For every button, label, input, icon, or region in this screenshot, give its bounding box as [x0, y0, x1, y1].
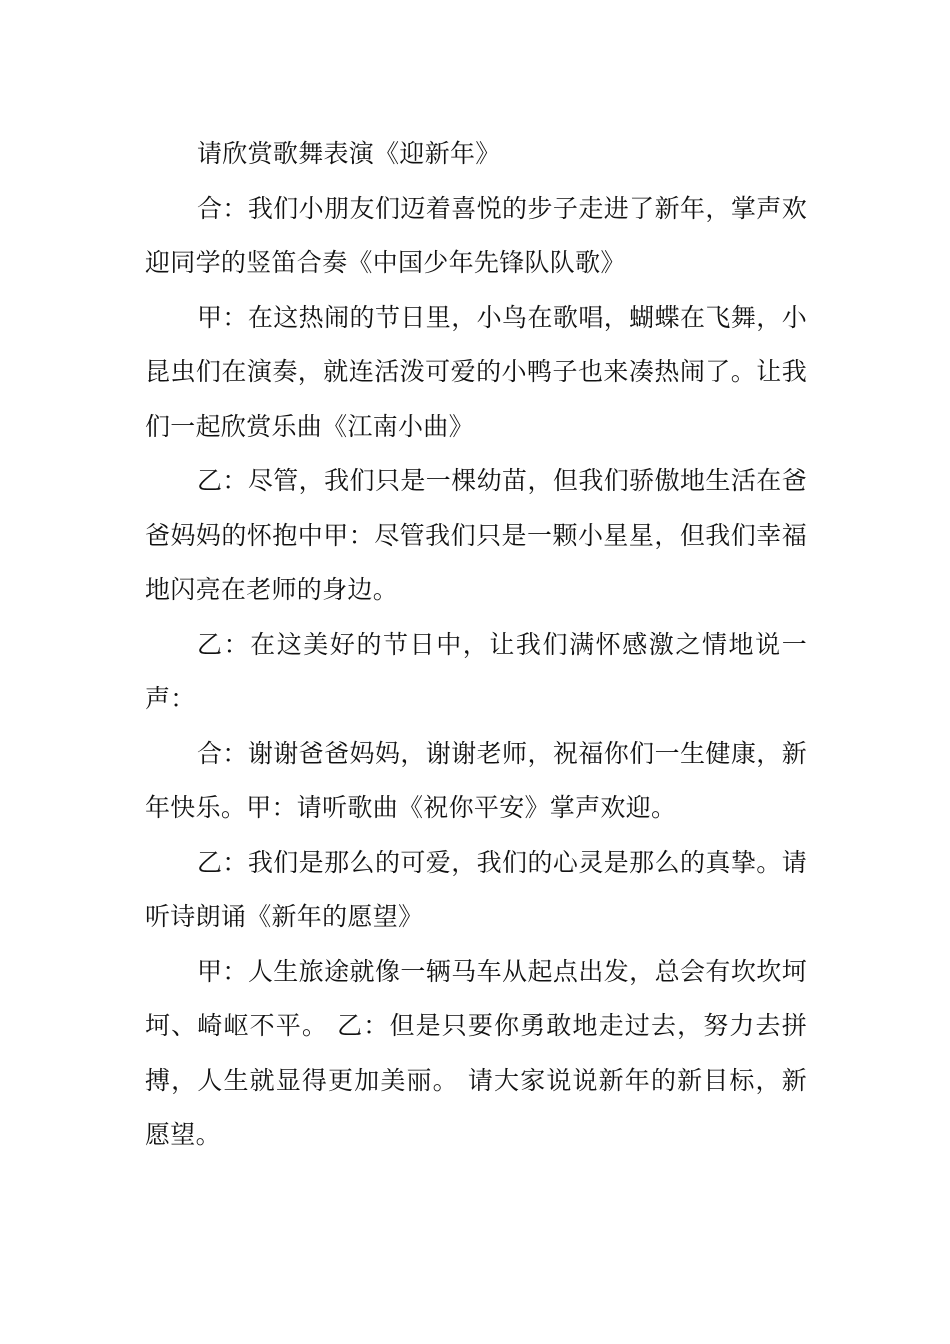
paragraph-jia-holiday: 甲：在这热闹的节日里，小鸟在歌唱，蝴蝶在飞舞，小昆虫们在演奏，就连活泼可爱的小鸭子也来凑热闹了。让我们一起欣赏乐曲《江南小曲》 — [145, 302, 807, 441]
paragraph-yi-seedling: 乙：尽管，我们只是一棵幼苗，但我们骄傲地生活在爸爸妈妈的怀抱中甲：尽管我们只是一颗小星星，但我们幸福地闪亮在老师的身边。 — [145, 466, 807, 604]
paragraph-yi-poem: 乙：我们是那么的可爱，我们的心灵是那么的真挚。请听诗朗诵《新年的愿望》 — [145, 847, 807, 931]
paragraph-jia-journey: 甲：人生旅途就像一辆马车从起点出发，总会有坎坎坷坷、崎岖不平。 乙：但是只要你勇敢地走过去，努力去拼搏，人生就显得更加美丽。 请大家说说新年的新目标，新愿望。 — [145, 956, 807, 1149]
paragraph-chorus-welcome: 合：我们小朋友们迈着喜悦的步子走进了新年，掌声欢迎同学的竖笛合奏《中国少年先锋队队歌》 — [145, 193, 807, 277]
paragraph-chorus-thanks: 合：谢谢爸爸妈妈，谢谢老师，祝福你们一生健康，新年快乐。甲：请听歌曲《祝你平安》掌声欢迎。 — [145, 738, 807, 822]
paragraph-program-dance: 请欣赏歌舞表演《迎新年》 — [197, 139, 501, 168]
document-body — [145, 127, 807, 1163]
paragraph-yi-gratitude: 乙：在这美好的节日中，让我们满怀感激之情地说一声： — [145, 629, 807, 713]
